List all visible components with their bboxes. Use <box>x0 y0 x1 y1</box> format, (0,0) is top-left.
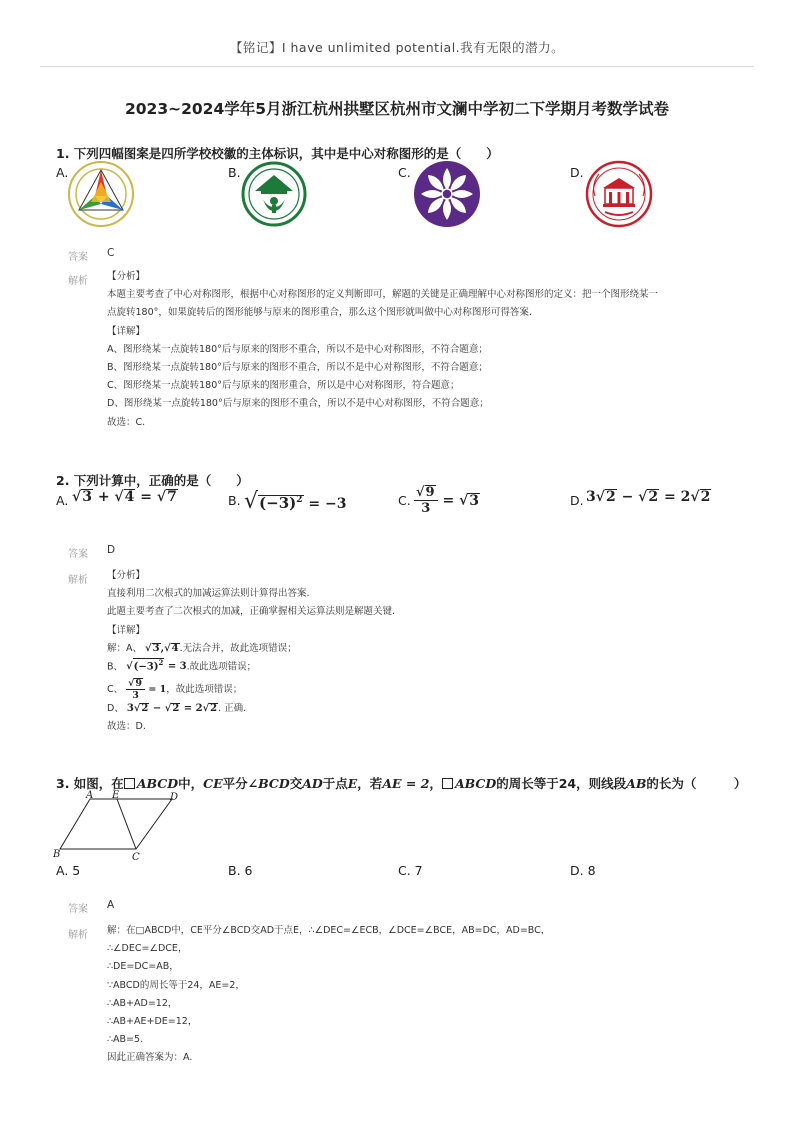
q1-analysis-label: 解析 <box>68 276 88 287</box>
q3-answer-label: 答案 <box>68 904 88 915</box>
rhs: = −3 <box>308 496 347 512</box>
q3-solution-line: 解：在□ABCD中，CE平分∠BCD交AD于点E，∴∠DEC=∠ECB，∠DCE=∠BCE，AB=DC，AD=BC， <box>107 925 551 936</box>
q2-answer-value: D <box>107 544 116 556</box>
detail-text: ，故此选项错误； <box>166 684 243 695</box>
q2-solution <box>107 567 395 640</box>
q2-stem: 2. 下列计算中，正确的是（ ） <box>56 473 249 488</box>
stem-math: CE <box>203 776 223 791</box>
parallelogram-icon <box>442 778 453 789</box>
q2-option-d-label: D. <box>570 493 584 508</box>
radicand: 3 <box>469 492 480 509</box>
minus-sign: − <box>152 703 162 714</box>
exponent: 2 <box>158 658 164 667</box>
radicand: 2 <box>605 489 616 505</box>
stem-text: ， <box>429 776 442 791</box>
q2-solution-line: 直接利用二次根式的加减运算法则计算得出答案. <box>107 588 310 600</box>
q3-analysis-label: 解析 <box>68 930 88 941</box>
stem-text: 平分 <box>222 776 248 791</box>
q2-answer-label: 答案 <box>68 549 88 560</box>
q1-option-d-label: D. <box>570 165 584 180</box>
q2-conclusion: 故选：D. <box>107 721 146 732</box>
coefficient: 3 <box>126 703 134 714</box>
q3-solution-line: ∵ABCD的周长等于24，AE=2， <box>107 979 245 991</box>
radicand: 4 <box>124 489 135 505</box>
stem-math: E <box>347 776 358 791</box>
rhs: = 1 <box>148 684 167 695</box>
detail-prefix: D、 <box>107 703 124 714</box>
q1-solution-line: 【分析】 <box>107 271 146 282</box>
equals-sign: = <box>442 492 455 509</box>
q2-detail-c: C、 $\frac{√9}{3}$ = 1，故此选项错误； <box>107 678 243 701</box>
stem-text: 于点 <box>322 776 348 791</box>
denominator: 3 <box>132 690 139 701</box>
q1-solution-line: C、图形绕某一点旋转180°后与原来的图形重合，所以是中心对称图形，符合题意； <box>107 380 460 392</box>
vertex-d-label: D <box>170 792 179 803</box>
vertex-e-label: E <box>112 790 120 801</box>
vertex-b-label: B <box>53 849 61 860</box>
stem-text: 交 <box>289 776 303 791</box>
q1-solution-line: D、图形绕某一点旋转180°后与原来的图形不重合，所以不是中心对称图形，不符合题意； <box>107 398 489 410</box>
radicand: 2 <box>648 489 659 505</box>
denominator: 3 <box>421 501 431 516</box>
q3-option-d: D. 8 <box>570 863 596 878</box>
stem-math: AE = 2 <box>382 776 430 791</box>
q3-option-a: A. 5 <box>56 863 81 878</box>
radicand: 2 <box>700 489 711 505</box>
stem-math: ABCD <box>454 776 497 791</box>
q1-stem: 1. 下列四幅图案是四所学校校徽的主体标识，其中是中心对称图形的是（ ） <box>56 146 499 161</box>
vertex-c-label: C <box>132 852 140 861</box>
q2-solution-line: 此题主要考查了二次根式的加减，正确掌握相关运算法则是解题关键. <box>107 606 396 618</box>
parallelogram-figure <box>52 789 187 861</box>
detail-text: .故此选项错误； <box>186 661 257 673</box>
q2-detail-d: D、 3√2 − √2 = 2√2. 正确. <box>107 703 247 714</box>
radicand: (−3) <box>133 661 159 673</box>
q3-option-b: B. 6 <box>228 863 253 878</box>
stem-math: ABCD <box>136 776 179 791</box>
radicand: 2 <box>210 703 218 714</box>
q1-solution-line: B、图形绕某一点旋转180°后与原来的图形不重合，所以不是中心对称图形，不符合题意； <box>107 362 488 374</box>
stem-text: ，若 <box>357 776 383 791</box>
q1-option-b-label: B. <box>228 165 241 180</box>
q1-solution-line: 【详解】 <box>107 325 146 337</box>
minus-sign: − <box>621 489 634 505</box>
q1-answer-label: 答案 <box>68 252 88 263</box>
school-logo-d-icon <box>585 160 653 228</box>
detail-text: .无法合并，故此选项错误； <box>179 643 297 654</box>
radicand: 2 <box>141 703 149 714</box>
detail-prefix: 解：A、 <box>107 643 142 654</box>
exponent: 2 <box>296 495 303 505</box>
q2-analysis-label: 解析 <box>68 575 88 586</box>
q1-solution-line: 故选：C. <box>107 416 146 428</box>
plus-sign: + <box>97 489 110 505</box>
header-divider <box>40 66 754 67</box>
detail-prefix: B、 <box>107 661 124 673</box>
q2-option-a-expr: √3 + √4 = √7 <box>72 489 177 505</box>
q3-solution <box>107 922 550 1068</box>
school-logo-c-icon <box>413 160 481 228</box>
school-logo-a-icon <box>67 160 135 228</box>
separator: , <box>160 643 165 654</box>
q3-solution-line: ∴AB+AD=12， <box>107 997 178 1009</box>
numerator: 9 <box>425 485 435 500</box>
radicand: 3 <box>82 489 92 505</box>
radicand: 3 <box>152 643 160 654</box>
radicand: 2 <box>172 703 180 714</box>
numerator: 9 <box>135 678 143 689</box>
q3-option-c: C. 7 <box>398 863 423 878</box>
parallelogram-icon <box>124 778 135 789</box>
q2-option-c-label: C. <box>398 493 411 508</box>
vertex-a-label: A <box>86 790 94 801</box>
page-title: 2023~2024学年5月浙江杭州拱墅区杭州市文澜中学初二下学期月考数学试卷 <box>124 100 670 118</box>
stem-math: ∠BCD <box>247 776 290 791</box>
stem-math: AD <box>302 776 323 791</box>
q2-option-d-expr: 3√2 − √2 = 2√2 <box>586 489 711 505</box>
q1-option-c-label: C. <box>398 165 411 180</box>
stem-math: AB <box>626 776 647 791</box>
q1-solution-line: 点旋转180°，如果旋转后的图形能够与原来的图形重合，那么这个图形就叫做中心对称图形可得答案. <box>107 307 532 319</box>
q2-detail-b: B、 $√(-3)^2 = 3$.故此选项错误； <box>107 658 257 673</box>
q2-option-c-expr: $\frac{√9}{3}$ = √3 <box>416 485 480 516</box>
coefficient: 3 <box>586 489 596 505</box>
q2-option-a-label: A. <box>56 493 69 508</box>
q2-solution-line: 【详解】 <box>107 624 146 636</box>
stem-text: 的周长等于24，则线段 <box>496 776 627 791</box>
q3-solution-line: ∴∠DEC=∠DCE， <box>107 943 188 955</box>
page-header: 【铭记】I have unlimited potential.我有无限的潜力。 <box>229 40 565 55</box>
q2-option-b-expr: $√(-3)^2 = -3$ <box>244 489 347 514</box>
coefficient: 2 <box>680 489 691 505</box>
stem-text: 的长为（ ） <box>646 776 747 791</box>
q1-option-a-label: A. <box>56 165 69 180</box>
q3-solution-line: ∴DE=DC=AB， <box>107 961 179 973</box>
equals-sign: = <box>664 489 676 505</box>
radicand: 7 <box>167 489 177 505</box>
rhs: = 2 <box>183 703 203 714</box>
school-logo-b-icon <box>241 161 307 227</box>
q1-answer-value: C <box>107 247 115 259</box>
q1-solution <box>107 268 658 432</box>
q2-option-b-label: B. <box>228 493 241 508</box>
radicand: (−3) <box>259 494 297 512</box>
detail-prefix: C、 <box>107 684 124 695</box>
equals-sign: = <box>140 489 152 505</box>
stem-text: 中， <box>178 776 204 791</box>
q3-solution-line: ∴AB=5. <box>107 1034 144 1046</box>
q1-solution-line: 本题主要考查了中心对称图形，根据中心对称图形的定义判断即可，解题的关键是正确理解中心对称图形的定义：把一个图形绕某一 <box>107 289 659 301</box>
radicand: 4 <box>171 643 179 654</box>
q2-solution-line: 【分析】 <box>107 570 146 581</box>
detail-text: . 正确. <box>218 703 247 714</box>
q1-solution-line: A、图形绕某一点旋转180°后与原来的图形不重合，所以不是中心对称图形，不符合题意； <box>107 343 488 355</box>
q2-detail-a: 解：A、 √3,√4.无法合并，故此选项错误； <box>107 643 297 654</box>
q3-solution-line: ∴AB+AE+DE=12， <box>107 1016 198 1028</box>
stem-text: 3. 如图，在 <box>56 776 124 791</box>
q3-solution-line: 因此正确答案为：A. <box>107 1052 193 1064</box>
rhs: = 3 <box>167 661 187 673</box>
q3-answer-value: A <box>107 899 115 911</box>
